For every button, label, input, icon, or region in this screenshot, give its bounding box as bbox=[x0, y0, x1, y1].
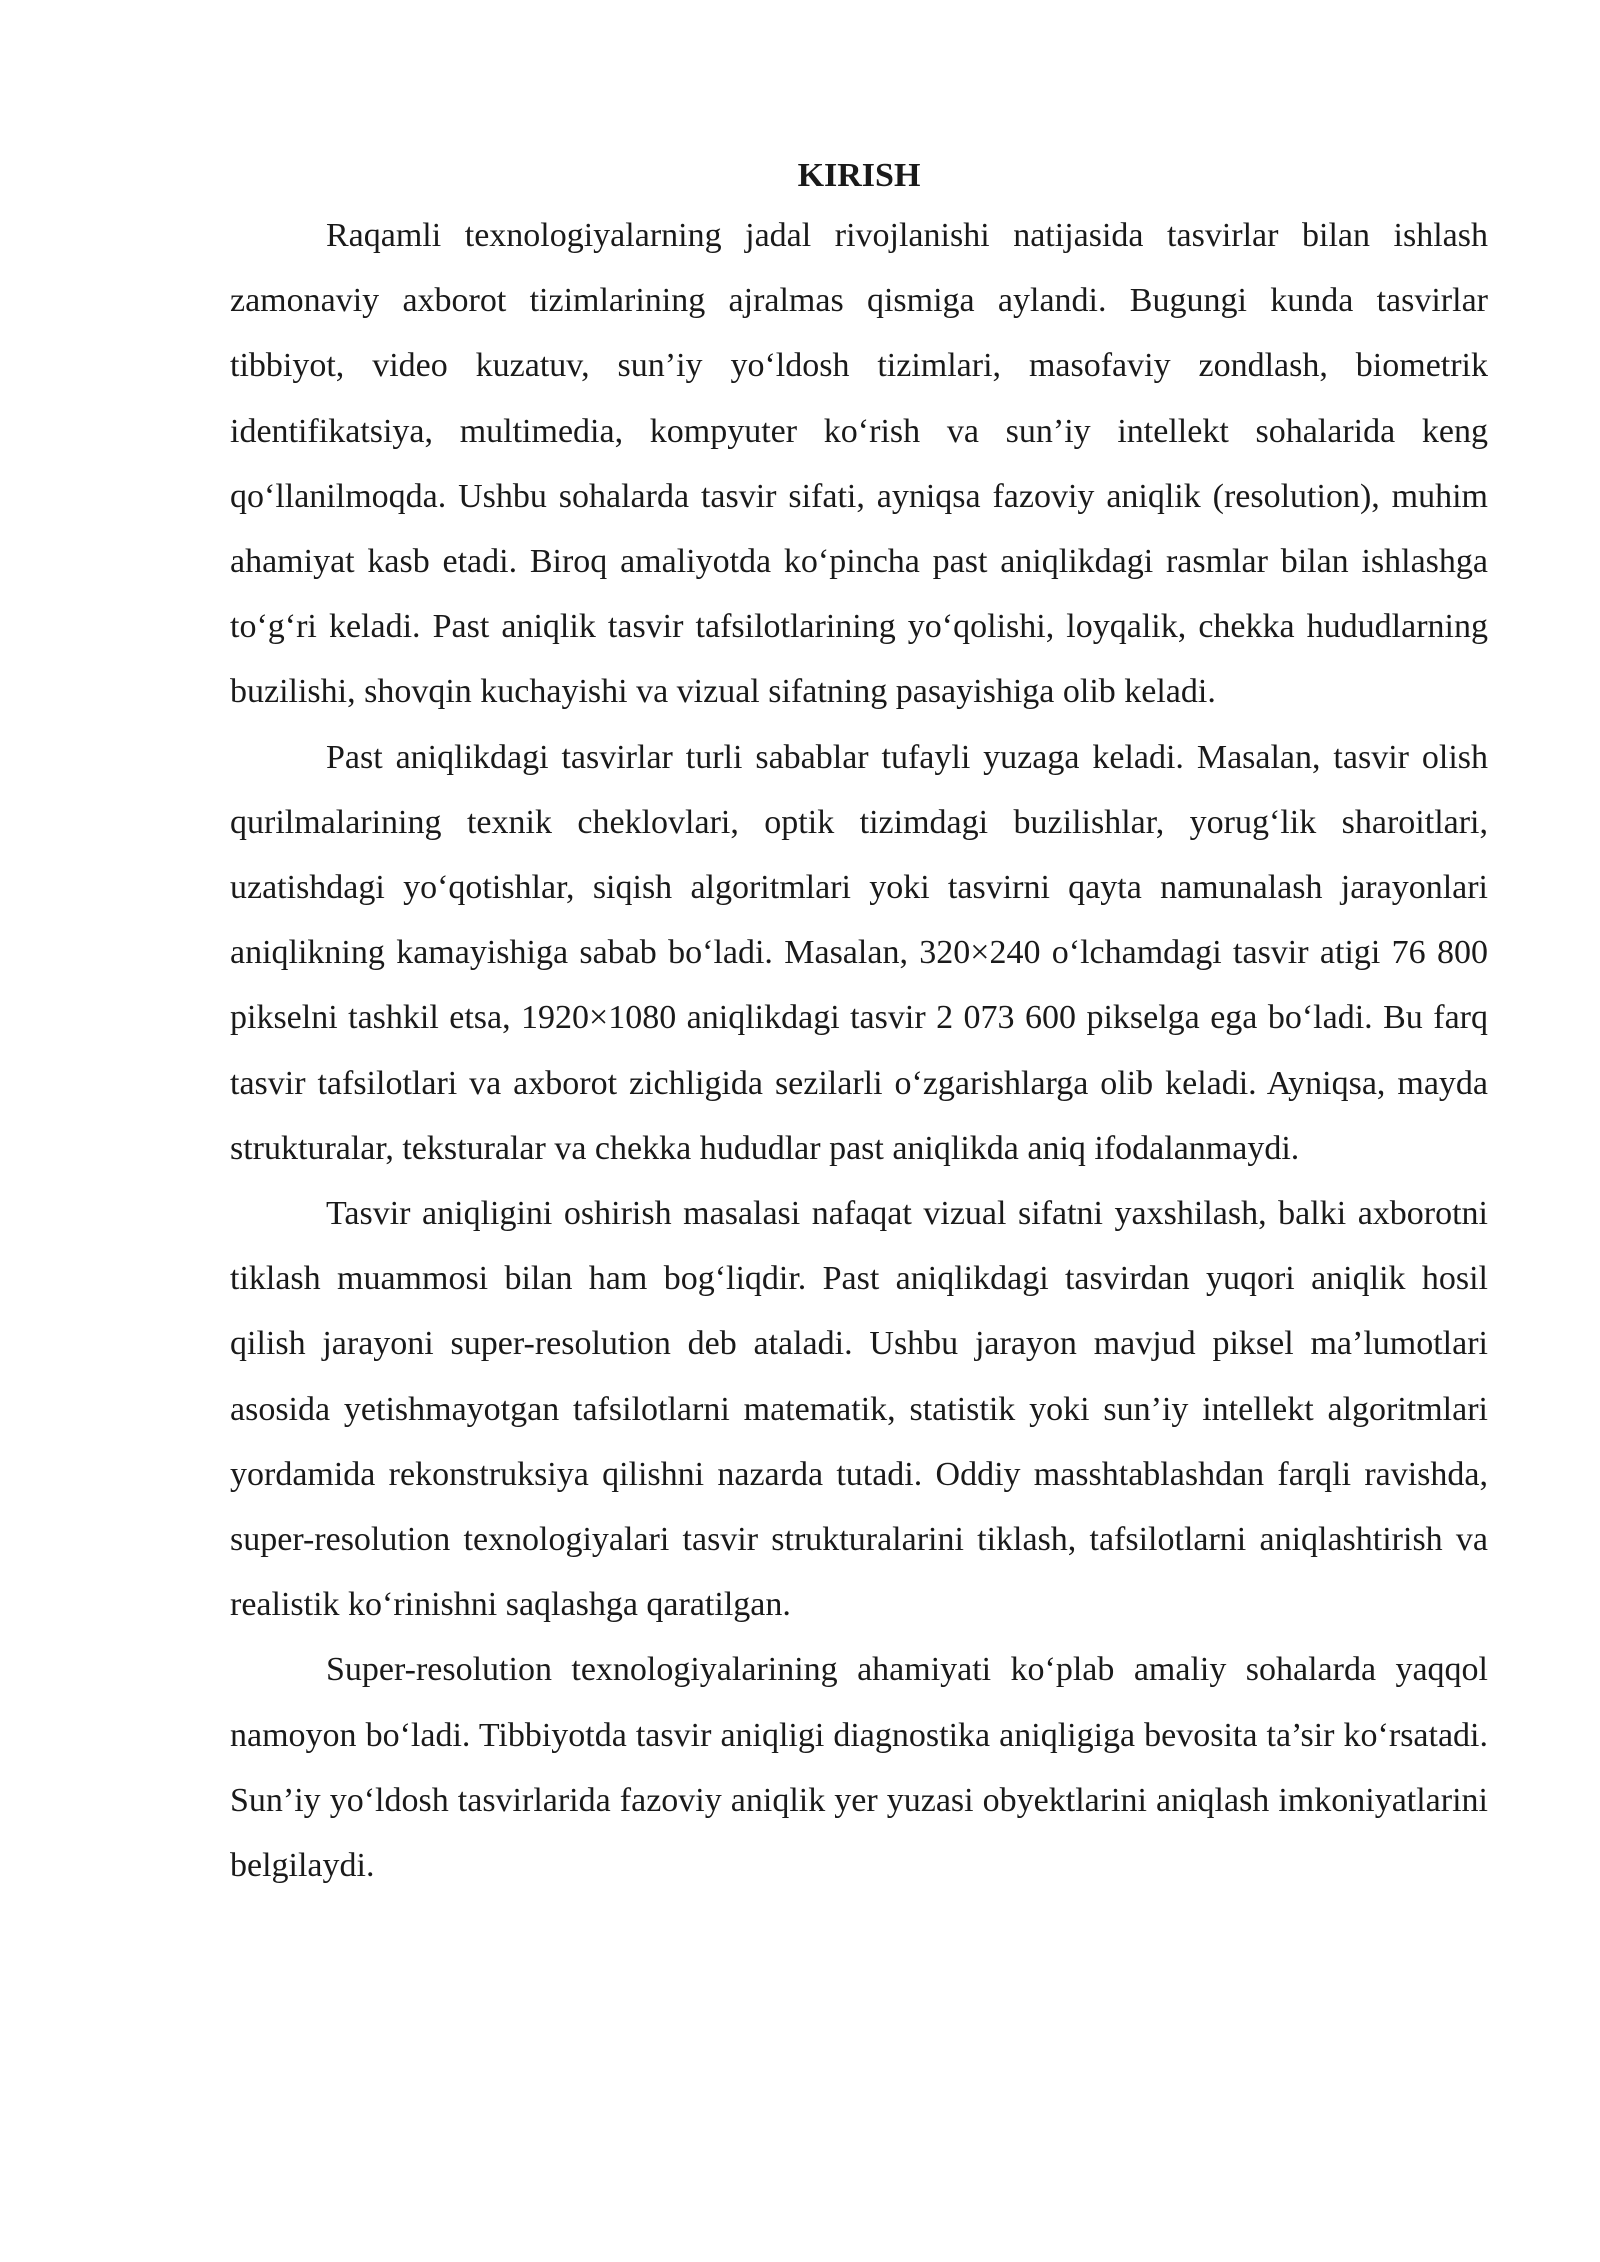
document-page bbox=[230, 148, 1488, 1898]
paragraph-2: Past aniqlikdagi tasvirlar turli sabablar tufayli yuzaga keladi. Masalan, tasvir olish qurilmalarining texnik cheklovlari, optik tizimdagi buzilishlar, yorug‘lik sharoitlari, uzatishdagi yo‘qotishlar, siqish algoritmlari yoki tasvirni qayta namunalash jarayonlari aniqlikning kamayishiga sabab bo‘ladi. Masalan, 320×240 o‘lchamdagi tasvir atigi 76 800 pikselni tashkil etsa, 1920×1080 aniqlikdagi tasvir 2 073 600 pikselga ega bo‘ladi. Bu farq tasvir tafsilotlari va axborot zichligida sezilarli o‘zgarishlarga olib keladi. Ayniqsa, mayda strukturalar, teksturalar va chekka hududlar past aniqlikda aniq ifodalanmaydi. bbox=[230, 738, 1488, 1167]
page-title: KIRISH bbox=[797, 157, 921, 194]
paragraph-4: Super-resolution texnologiyalarining ahamiyati ko‘plab amaliy sohalarda yaqqol namoyon bo‘ladi. Tibbiyotda tasvir aniqligi diagnostika aniqligiga bevosita ta’sir ko‘rsatadi. Sun’iy yo‘ldosh tasvirlarida fazoviy aniqlik yer yuzasi obyektlarini aniqlash imkoniyatlarini belgilaydi. bbox=[230, 1651, 1488, 1885]
paragraph-3: Tasvir aniqligini oshirish masalasi nafaqat vizual sifatni yaxshilash, balki axborotni tiklash muammosi bilan ham bog‘liqdir. Past aniqlikdagi tasvirdan yuqori aniqlik hosil qilish jarayoni super-resolution deb ataladi. Ushbu jarayon mavjud piksel ma’lumotlari asosida yetishmayotgan tafsilotlarni matematik, statistik yoki sun’iy intellekt algoritmlari yordamida rekonstruksiya qilishni nazarda tutadi. Oddiy masshtablashdan farqli ravishda, super-resolution texnologiyalari tasvir strukturalarini tiklash, tafsilotlarni aniqlashtirish va realistik ko‘rinishni saqlashga qaratilgan. bbox=[230, 1195, 1488, 1624]
paragraph-1: Raqamli texnologiyalarning jadal rivojlanishi natijasida tasvirlar bilan ishlash zamonaviy axborot tizimlarining ajralmas qismiga aylandi. Bugungi kunda tasvirlar tibbiyot, video kuzatuv, sun’iy yo‘ldosh tizimlari, masofaviy zondlash, biometrik identifikatsiya, multimedia, kompyuter ko‘rish va sun’iy intellekt sohalarida keng qo‘llanilmoqda. Ushbu sohalarda tasvir sifati, ayniqsa fazoviy aniqlik (resolution), muhim ahamiyat kasb etadi. Biroq amaliyotda ko‘pincha past aniqlikdagi rasmlar bilan ishlashga to‘g‘ri keladi. Past aniqlik tasvir tafsilotlarining yo‘qolishi, loyqalik, chekka hududlarning buzilishi, shovqin kuchayishi va vizual sifatning pasayishiga olib keladi. bbox=[230, 217, 1488, 711]
